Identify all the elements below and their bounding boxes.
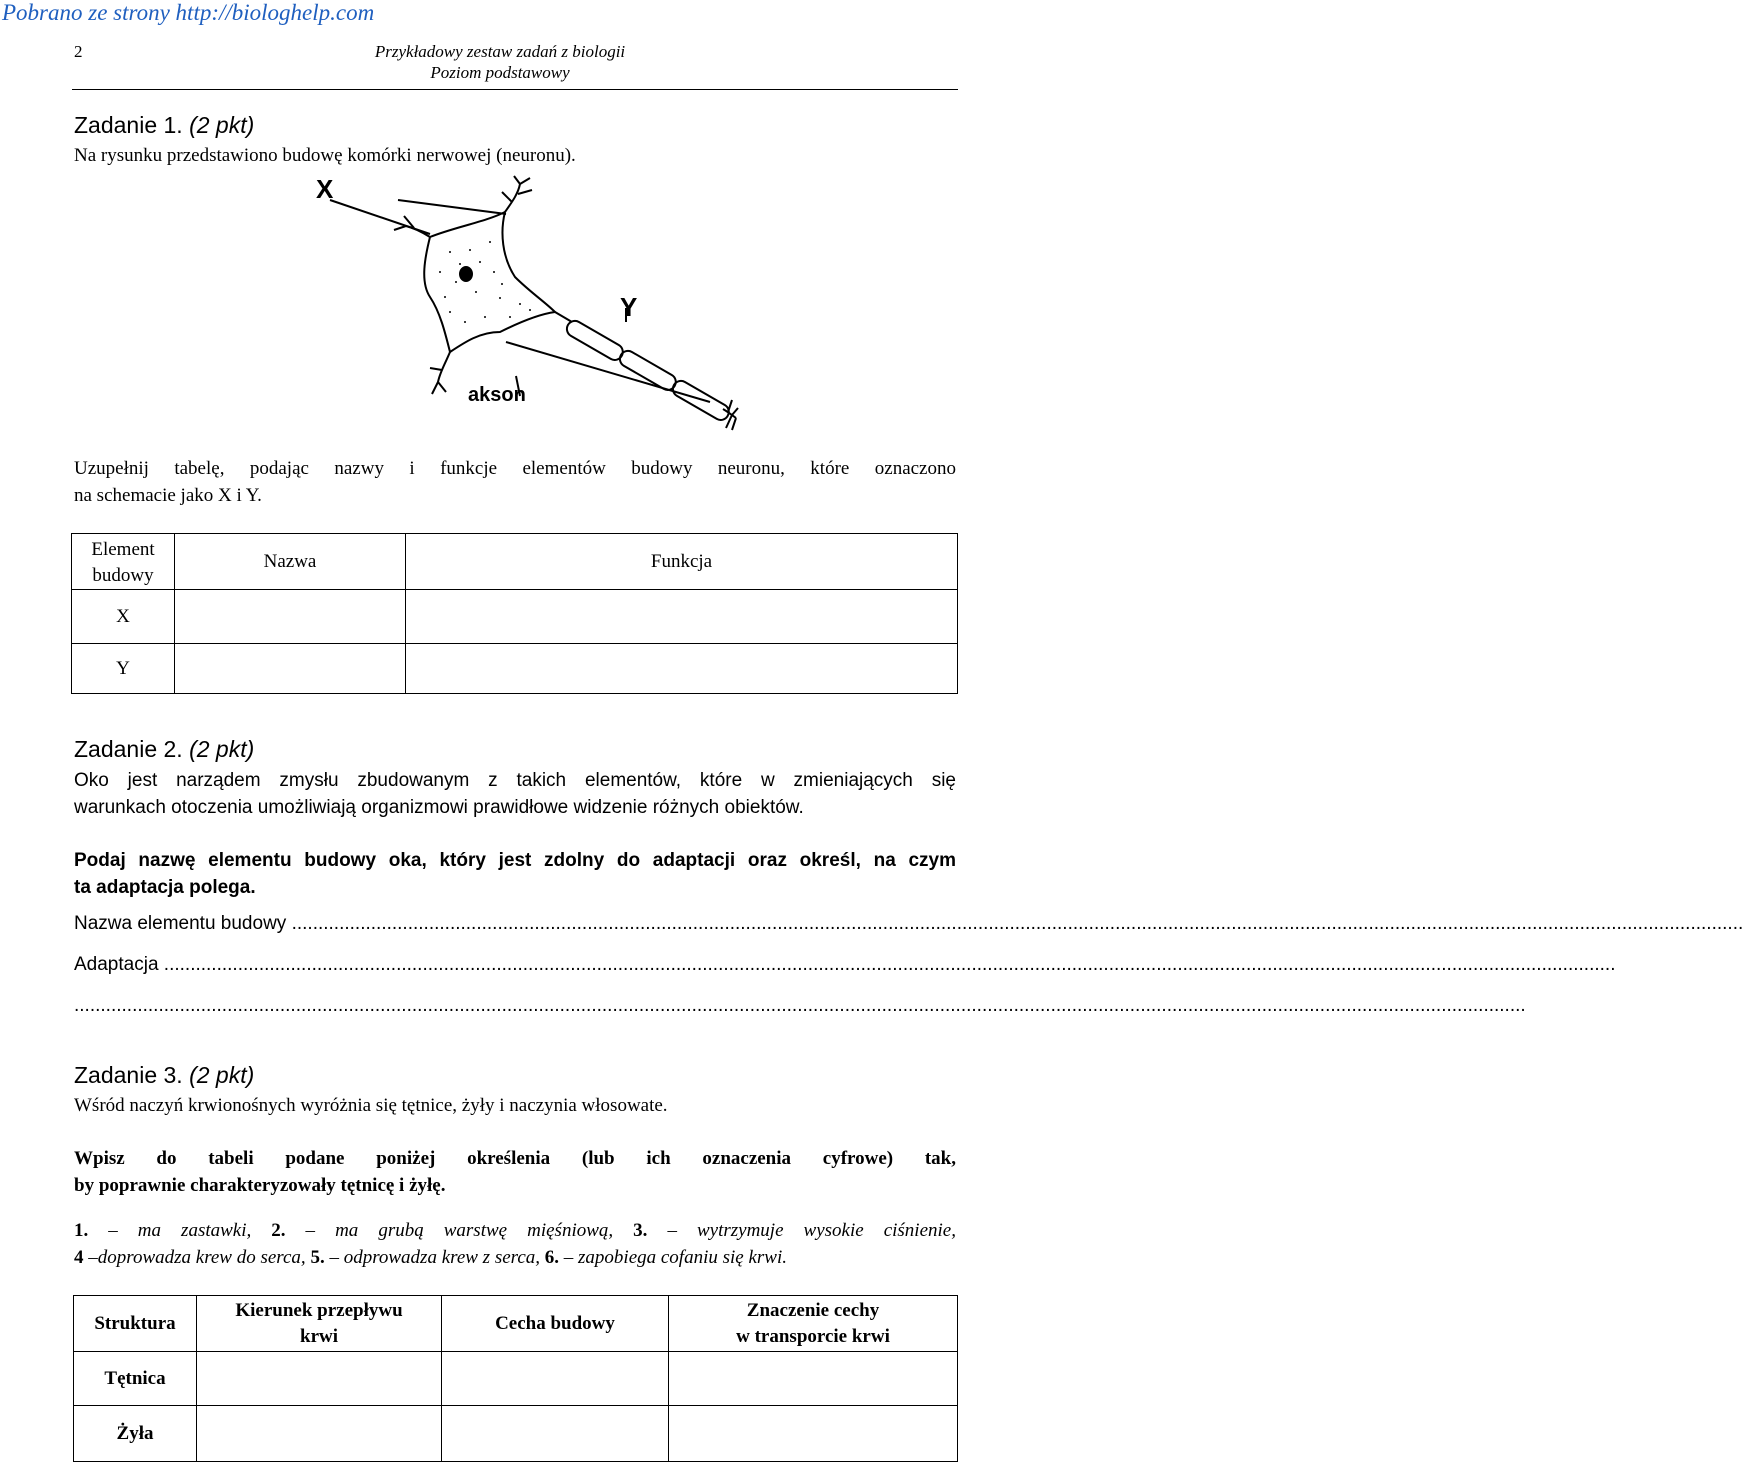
- neuron-diagram: [280, 172, 740, 452]
- table2-cell-tetnica-cecha[interactable]: [442, 1352, 669, 1406]
- option-text-6: – zapobiega cofaniu się krwi.: [559, 1247, 787, 1268]
- option-num-2: 2.: [271, 1220, 286, 1241]
- task1-points: (2 pkt): [189, 112, 255, 138]
- header-title-line2: Poziom podstawowy: [430, 63, 570, 82]
- option-text-4: –doprowadza krew do serca,: [83, 1247, 311, 1268]
- task1-heading: [74, 112, 254, 139]
- table1-header-element: [72, 534, 175, 590]
- watermark: Pobrano ze strony http://biologhelp.com: [2, 0, 375, 25]
- table2-row-tetnica: Tętnica: [74, 1352, 197, 1406]
- page-header-title: [370, 41, 630, 83]
- table1-row-x: X: [72, 590, 175, 644]
- task3-points: (2 pkt): [189, 1062, 255, 1088]
- table2-cell-zyla-cecha[interactable]: [442, 1406, 669, 1462]
- task1-table: [71, 533, 958, 694]
- option-text-3: – wytrzymuje wysokie ciśnienie,: [647, 1220, 956, 1241]
- table2-header-kierunek: [197, 1296, 442, 1352]
- option-text-2: – ma grubą warstwę mięśniową,: [285, 1220, 634, 1241]
- table2-cell-tetnica-kierunek[interactable]: [197, 1352, 442, 1406]
- task3-options-line1: [74, 1220, 956, 1242]
- option-num-5: 5.: [310, 1247, 325, 1268]
- task3-instruction-line1: Wpisz do tabeli podane poniżej określenia (lub ich oznaczenia cyfrowe) tak,: [74, 1148, 956, 1169]
- figure-label-y: Y: [620, 292, 638, 322]
- table2-header-znaczenie-line2: w transporcie krwi: [736, 1325, 890, 1347]
- task2-title: Zadanie 2.: [74, 736, 183, 762]
- answer-label-nazwa: Nazwa elementu budowy: [74, 913, 292, 934]
- table2-header-znaczenie-line1: Znaczenie cechy: [746, 1299, 880, 1321]
- table2-cell-tetnica-znaczenie[interactable]: [669, 1352, 958, 1406]
- option-num-1: 1.: [74, 1220, 89, 1241]
- table1-row-y: Y: [72, 644, 175, 694]
- figure-label-x: X: [316, 174, 334, 204]
- table2-header-cecha: Cecha budowy: [442, 1296, 669, 1352]
- table1-cell-y-nazwa[interactable]: [175, 644, 406, 694]
- task2-instruction-line1: Podaj nazwę elementu budowy oka, który jest zdolny do adaptacji oraz określ, na czym: [74, 850, 956, 871]
- task2-points: (2 pkt): [189, 736, 255, 762]
- task3-options-line2: [74, 1247, 956, 1269]
- task2-heading: [74, 736, 254, 763]
- task3-title: Zadanie 3.: [74, 1062, 183, 1088]
- figure-label-akson: akson: [468, 384, 526, 406]
- table1-header-nazwa: Nazwa: [175, 534, 406, 590]
- table1-header-funkcja: Funkcja: [406, 534, 958, 590]
- table1-cell-x-nazwa[interactable]: [175, 590, 406, 644]
- table2-cell-zyla-kierunek[interactable]: [197, 1406, 442, 1462]
- table2-header-kierunek-line1: Kierunek przepływu: [235, 1299, 403, 1321]
- header-title-line1: Przykładowy zestaw zadań z biologii: [374, 42, 626, 61]
- task3-heading: [74, 1062, 254, 1089]
- table1-header-element-line1: Element: [91, 538, 155, 560]
- task3-intro: Wśród naczyń krwionośnych wyróżnia się tętnice, żyły i naczynia włosowate.: [74, 1095, 668, 1116]
- option-num-4: 4: [74, 1247, 84, 1268]
- table2-header-znaczenie: [669, 1296, 958, 1352]
- answer-line-nazwa[interactable]: [74, 913, 1743, 935]
- table2-row-zyla: Żyła: [74, 1406, 197, 1462]
- answer-dots-cont: ...................................................................................................................................................................................................................................................................................: [74, 995, 1526, 1016]
- task3-instruction-line2: by poprawnie charakteryzowały tętnicę i żyłę.: [74, 1175, 446, 1196]
- answer-line-adaptacja-cont[interactable]: [74, 995, 1526, 1017]
- answer-line-adaptacja[interactable]: [74, 954, 1616, 976]
- table1-cell-y-funkcja[interactable]: [406, 644, 958, 694]
- task2-intro-line1: Oko jest narządem zmysłu zbudowanym z takich elementów, które w zmieniających się: [74, 770, 956, 791]
- table2-cell-zyla-znaczenie[interactable]: [669, 1406, 958, 1462]
- table2-header-kierunek-line2: krwi: [300, 1325, 338, 1347]
- option-text-1: – ma zastawki,: [88, 1220, 272, 1241]
- answer-dots-adaptacja: ...................................................................................................................................................................................................................................................................................: [163, 954, 1616, 975]
- task1-title: Zadanie 1.: [74, 112, 183, 138]
- task1-instruction-line2: na schemacie jako X i Y.: [74, 485, 262, 506]
- option-num-3: 3.: [633, 1220, 648, 1241]
- table1-cell-x-funkcja[interactable]: [406, 590, 958, 644]
- option-num-6: 6.: [544, 1247, 560, 1268]
- table2-header-struktura: Struktura: [74, 1296, 197, 1352]
- answer-label-adaptacja: Adaptacja: [74, 954, 164, 975]
- task1-instruction-line1: Uzupełnij tabelę, podając nazwy i funkcje elementów budowy neuronu, które oznaczono: [74, 458, 956, 479]
- task2-instruction-line2: ta adaptacja polega.: [74, 877, 256, 898]
- answer-dots-nazwa: ...................................................................................................................................................................................................................................................................................: [291, 913, 1743, 934]
- header-divider: [72, 89, 958, 90]
- option-text-5: – odprowadza krew z serca,: [324, 1247, 545, 1268]
- task3-table: [73, 1295, 958, 1462]
- table1-header-element-line2: budowy: [92, 564, 154, 586]
- page-number: 2: [74, 42, 83, 61]
- task1-intro: Na rysunku przedstawiono budowę komórki nerwowej (neuronu).: [74, 145, 576, 166]
- task2-intro-line2: warunkach otoczenia umożliwiają organizmowi prawidłowe widzenie różnych obiektów.: [74, 797, 804, 818]
